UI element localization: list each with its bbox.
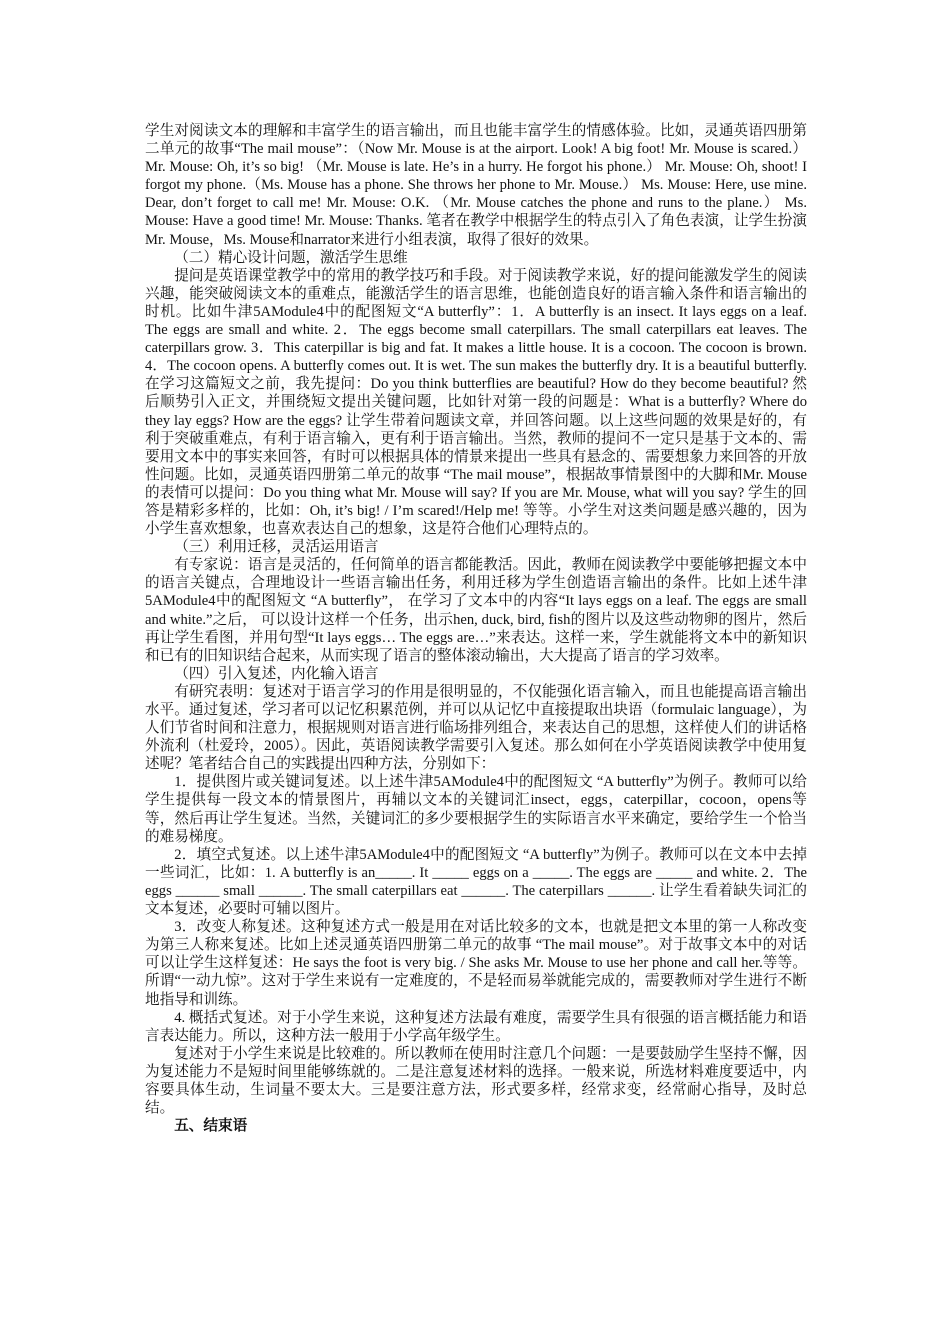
paragraph-retelling-notes: 复述对于小学生来说是比较难的。所以教师在使用时注意几个问题：一是要鼓励学生坚持不懈，因为复述能力不是短时间里能够练就的。二是注意复述材料的选择。一般来说，所选材料难度要适中，内容要具体生动，生词量不要太大。三是要注意方法，形式要多样，经常求变，经常耐心指导，及时总结。 (145, 1045, 807, 1117)
section-heading-retelling: （四）引入复述，内化输入语言 (174, 665, 379, 682)
paragraph-method-2: 2．填空式复述。以上述牛津5AModule4中的配图短文 “A butterfly”为例子。教师可以在文本中去掉一些词汇，比如：1. A butterfly is an_____. It _____ eggs on a _____. The eggs are _____ and white. 2．The eggs ______ small ______. The small caterpillars eat ______. The caterpillars ______. 让学生看着缺失词汇的文本复述，必要时可辅以图片。 (145, 846, 807, 918)
paragraph-method-1: 1．提供图片或关键词复述。以上述牛津5AModule4中的配图短文 “A butterfly”为例子。教师可以给学生提供每一段文本的情景图片，再辅以文本的关键词汇insect，eggs，caterpillar，cocoon，opens等等，然后再让学生复述。当然，关键词汇的多少要根据学生的实际语言水平来确定，要给学生一个恰当的难易梯度。 (145, 774, 807, 845)
paragraph-retelling-intro: 有研究表明：复述对于语言学习的作用是很明显的，不仅能强化语言输入，而且也能提高语言输出水平。通过复述，学习者可以记忆积累范例，并可以从记忆中直接提取出块语（formulaic language），为人们节省时间和注意力，根据规则对语言进行临场排列组合，来表达自己的思想，这样使人们的讲话格外流利（杜爱玲，2005）。因此，英语阅读教学需要引入复述。那么如何在小学英语阅读教学中使用复述呢？笔者结合自己的实践提出四种方法，分别如下： (145, 683, 807, 773)
section-heading-transfer: （三）利用迁移，灵活运用语言 (174, 539, 379, 556)
section-heading-conclusion: 五、结束语 (174, 1118, 248, 1135)
paragraph-questioning: 提问是英语课堂教学中的常用的教学技巧和手段。对于阅读教学来说，好的提问能激发学生的阅读兴趣，能突破阅读文本的重难点，能激活学生的语言思维，也能创造良好的语言输入条件和语言输出的时机。比如牛津5AModule4中的配图短文“A butterfly”：1．A butterfly is an insect. It lays eggs on a leaf. The eggs are small and white. 2．The eggs become small caterpillars. The small caterpillars eat leaves. The caterpillars grow. 3．This caterpillar is big and fat. It makes a little house. It is a cocoon. The cocoon is brown. 4．The cocoon opens. A butterfly comes out. It is wet. The sun makes the butterfly dry. It is a beautiful butterfly. 在学习这篇短文之前，我先提问：Do you think butterflies are beautiful? How do they become beautiful? 然后顺势引入正文，并围绕短文提出关键问题，比如针对第一段的问题是：What is a butterfly? Where do they lay eggs? How are the eggs? 让学生带着问题读文章，并回答问题。以上这些问题的效果是好的，有利于突破重难点，有利于语言输入，更有利于语言输出。当然，教师的提问不一定只是基于文本的、需要用文本中的事实来回答，有时可以根据具体的情景来提出一些具有悬念的、需要想象力来回答的开放性问题。比如，灵通英语四册第二单元的故事 “The mail mouse”，根据故事情景图中的大脚和Mr. Mouse的表情可以提问：Do you thing what Mr. Mouse will say? If you are Mr. Mouse, what will you say? 学生的回答是精彩多样的，比如：Oh, it’s big! / I’m scared!/Help me! 等等。小学生对这类问题是感兴趣的，因为小学生喜欢想象，也喜欢表达自己的想象，这是符合他们心理特点的。 (145, 267, 807, 538)
paragraph-method-4: 4. 概括式复述。对于小学生来说，这种复述方法最有难度，需要学生具有很强的语言概括能力和语言表达能力。所以，这种方法一般用于小学高年级学生。 (145, 1009, 807, 1044)
section-heading-questions: （二）精心设计问题，激活学生思维 (174, 249, 408, 266)
paragraph-mail-mouse-story: 学生对阅读文本的理解和丰富学生的语言输出，而且也能丰富学生的情感体验。比如，灵通英语四册第二单元的故事“The mail mouse”：（Now Mr. Mouse is at the airport. Look! A big foot! Mr. Mouse is scared.） Mr. Mouse: Oh, it’s so big! （Mr. Mouse is late. He’s in a hurry. He forgot his phone.） Mr. Mouse: Oh, shoot! I forgot my phone.（Ms. Mouse has a phone. She throws her phone to Mr. Mouse.） Ms. Mouse: Here, use mine. Dear, don’t forget to call me! Mr. Mouse: O.K. （Mr. Mouse catches the phone and runs to the plane.） Ms. Mouse: Have a good time! Mr. Mouse: Thanks. 笔者在教学中根据学生的特点引入了角色表演，让学生扮演Mr. Mouse，Ms. Mouse和narrator来进行小组表演，取得了很好的效果。 (145, 123, 807, 248)
paragraph-transfer: 有专家说：语言是灵活的，任何简单的语言都能教活。因此，教师在阅读教学中要能够把握文本中的语言关键点，合理地设计一些语言输出任务，利用迁移为学生创造语言输出的条件。比如上述牛津5AModule4中的配图短文 “A butterfly”， 在学习了文本中的内容“It lays eggs on a leaf. The eggs are small and white.”之后， 可以设计这样一个任务，出示hen, duck, bird, fish的图片以及这些动物卵的图片，然后再让学生看图，并用句型“It lays eggs… The eggs are…”来表达。这样一来，学生就能将文本中的新知识和已有的旧知识结合起来，从而实现了语言的整体滚动输出，大大提高了语言的学习效率。 (145, 557, 807, 664)
document-page (145, 122, 807, 1135)
paragraph-method-3: 3．改变人称复述。这种复述方式一般是用在对话比较多的文本，也就是把文本里的第一人称改变为第三人称来复述。比如上述灵通英语四册第二单元的故事 “The mail mouse”。对于故事文本中的对话可以让学生这样复述：He says the foot is very big. / She asks Mr. Mouse to use her phone and call her.等等。 所谓“一动九惊”。这对于学生来说有一定难度的，不是轻而易举就能完成的，需要教师对学生进行不断地指导和训练。 (145, 919, 807, 1008)
